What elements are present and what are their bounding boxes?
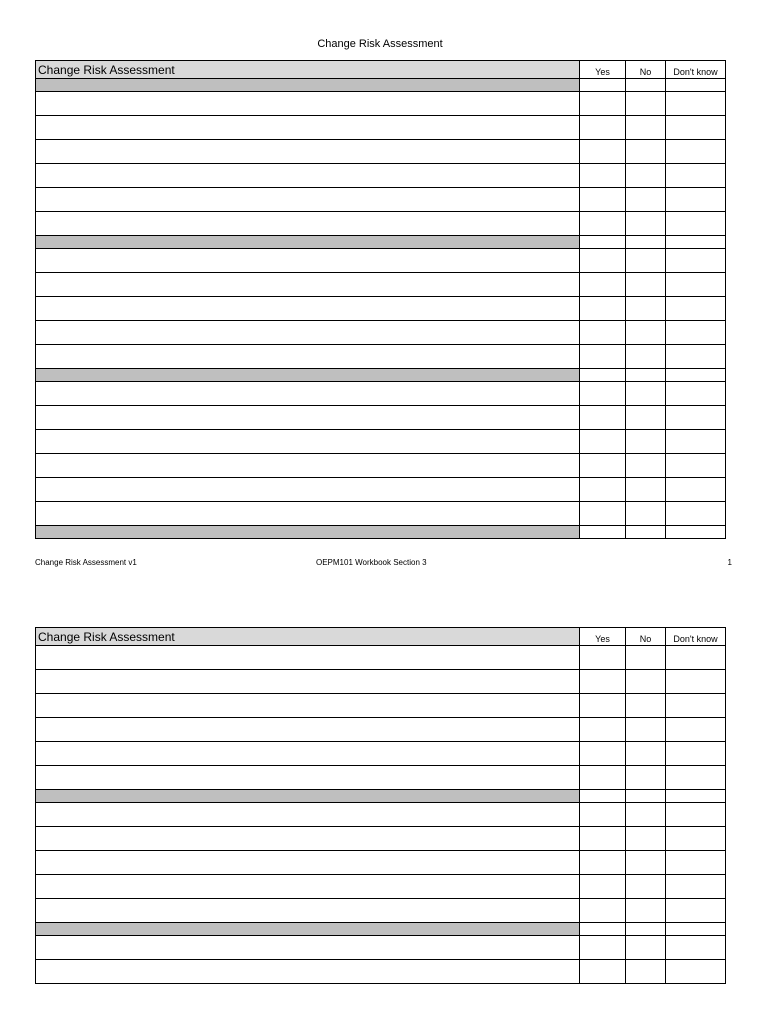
yes-cell[interactable] (580, 502, 626, 526)
no-cell[interactable] (626, 827, 666, 851)
question-row (36, 116, 726, 140)
dont-know-cell[interactable] (666, 851, 726, 875)
section-row (36, 790, 726, 803)
question-cell[interactable] (36, 430, 580, 454)
yes-cell[interactable] (580, 827, 626, 851)
question-row (36, 646, 726, 670)
dont-know-cell[interactable] (666, 899, 726, 923)
no-cell[interactable] (626, 478, 666, 502)
yes-cell[interactable] (580, 345, 626, 369)
dont-know-cell[interactable] (666, 936, 726, 960)
yes-cell[interactable] (580, 936, 626, 960)
question-cell[interactable] (36, 899, 580, 923)
no-cell[interactable] (626, 694, 666, 718)
yes-cell[interactable] (580, 742, 626, 766)
question-cell[interactable] (36, 406, 580, 430)
dont-know-cell[interactable] (666, 742, 726, 766)
question-row (36, 960, 726, 984)
yes-cell[interactable] (580, 297, 626, 321)
no-cell[interactable] (626, 273, 666, 297)
question-row (36, 478, 726, 502)
question-row (36, 899, 726, 923)
yes-cell[interactable] (580, 670, 626, 694)
no-cell[interactable] (626, 803, 666, 827)
yes-cell[interactable] (580, 92, 626, 116)
section-row (36, 526, 726, 539)
dont-know-cell[interactable] (666, 766, 726, 790)
table-header-label: Change Risk Assessment (36, 628, 580, 646)
question-cell[interactable] (36, 345, 580, 369)
question-row (36, 430, 726, 454)
no-cell[interactable] (626, 646, 666, 670)
question-row (36, 851, 726, 875)
question-row (36, 827, 726, 851)
section-row (36, 236, 726, 249)
dont-know-cell[interactable] (666, 345, 726, 369)
question-row (36, 406, 726, 430)
footer-workbook-section: OEPM101 Workbook Section 3 (316, 558, 427, 567)
dont-know-cell[interactable] (666, 827, 726, 851)
dont-know-cell[interactable] (666, 140, 726, 164)
section-row (36, 923, 726, 936)
question-cell[interactable] (36, 646, 580, 670)
question-cell[interactable] (36, 803, 580, 827)
question-cell[interactable] (36, 742, 580, 766)
no-cell[interactable] (626, 297, 666, 321)
yes-cell[interactable] (580, 718, 626, 742)
question-row (36, 273, 726, 297)
yes-cell[interactable] (580, 212, 626, 236)
no-cell[interactable] (626, 321, 666, 345)
question-row (36, 454, 726, 478)
question-row (36, 502, 726, 526)
question-row (36, 875, 726, 899)
table-header-row (36, 628, 726, 646)
question-row (36, 694, 726, 718)
no-cell[interactable] (626, 188, 666, 212)
question-row (36, 670, 726, 694)
yes-cell[interactable] (580, 478, 626, 502)
no-cell[interactable] (626, 766, 666, 790)
dont-know-cell[interactable] (666, 646, 726, 670)
footer-document-version: Change Risk Assessment v1 (35, 558, 137, 567)
dont-know-cell[interactable] (666, 297, 726, 321)
no-cell[interactable] (626, 742, 666, 766)
dont-know-cell[interactable] (666, 406, 726, 430)
yes-cell[interactable] (580, 188, 626, 212)
no-cell[interactable] (626, 670, 666, 694)
dont-know-cell[interactable] (666, 273, 726, 297)
question-cell[interactable] (36, 478, 580, 502)
yes-cell[interactable] (580, 875, 626, 899)
no-cell[interactable] (626, 454, 666, 478)
dont-know-cell[interactable] (666, 321, 726, 345)
yes-cell[interactable] (580, 164, 626, 188)
dont-know-cell[interactable] (666, 454, 726, 478)
dont-know-cell[interactable] (666, 116, 726, 140)
no-cell[interactable] (626, 502, 666, 526)
no-cell[interactable] (626, 345, 666, 369)
yes-cell[interactable] (580, 273, 626, 297)
question-row (36, 297, 726, 321)
no-cell[interactable] (626, 718, 666, 742)
no-cell[interactable] (626, 164, 666, 188)
dont-know-cell[interactable] (666, 478, 726, 502)
yes-cell[interactable] (580, 140, 626, 164)
dont-know-cell[interactable] (666, 670, 726, 694)
no-cell[interactable] (626, 430, 666, 454)
question-row (36, 345, 726, 369)
page-footer (35, 558, 732, 570)
section-row (36, 369, 726, 382)
question-row (36, 212, 726, 236)
question-cell[interactable] (36, 936, 580, 960)
footer-page-number: 1 (727, 558, 732, 567)
yes-cell[interactable] (580, 454, 626, 478)
dont-know-cell[interactable] (666, 502, 726, 526)
dont-know-cell[interactable] (666, 875, 726, 899)
assessment-table-page-1 (35, 60, 725, 539)
column-yes-header: Yes (580, 628, 626, 646)
question-row (36, 803, 726, 827)
yes-cell[interactable] (580, 406, 626, 430)
yes-cell[interactable] (580, 851, 626, 875)
yes-cell[interactable] (580, 960, 626, 984)
yes-cell[interactable] (580, 899, 626, 923)
no-cell[interactable] (626, 960, 666, 984)
dont-know-cell[interactable] (666, 212, 726, 236)
table-header-row (36, 61, 726, 79)
question-cell[interactable] (36, 670, 580, 694)
yes-cell[interactable] (580, 430, 626, 454)
question-row (36, 321, 726, 345)
question-cell[interactable] (36, 960, 580, 984)
question-row (36, 92, 726, 116)
question-cell[interactable] (36, 718, 580, 742)
dont-know-cell[interactable] (666, 803, 726, 827)
no-cell[interactable] (626, 212, 666, 236)
question-cell[interactable] (36, 321, 580, 345)
page-title: Change Risk Assessment (317, 38, 443, 50)
no-cell[interactable] (626, 249, 666, 273)
assessment-table-page-2 (35, 627, 725, 984)
question-cell[interactable] (36, 694, 580, 718)
yes-cell[interactable] (580, 694, 626, 718)
question-cell[interactable] (36, 382, 580, 406)
question-cell[interactable] (36, 164, 580, 188)
dont-know-cell[interactable] (666, 960, 726, 984)
dont-know-cell[interactable] (666, 164, 726, 188)
yes-cell[interactable] (580, 803, 626, 827)
column-yes-header: Yes (580, 61, 626, 79)
question-cell[interactable] (36, 875, 580, 899)
column-dont-know-header: Don't know (666, 61, 726, 79)
question-row (36, 766, 726, 790)
yes-cell[interactable] (580, 321, 626, 345)
yes-cell[interactable] (580, 766, 626, 790)
dont-know-cell[interactable] (666, 694, 726, 718)
dont-know-cell[interactable] (666, 382, 726, 406)
column-no-header: No (626, 628, 666, 646)
no-cell[interactable] (626, 92, 666, 116)
no-cell[interactable] (626, 936, 666, 960)
question-cell[interactable] (36, 212, 580, 236)
question-row (36, 742, 726, 766)
dont-know-cell[interactable] (666, 430, 726, 454)
question-row (36, 936, 726, 960)
no-cell[interactable] (626, 116, 666, 140)
question-cell[interactable] (36, 273, 580, 297)
no-cell[interactable] (626, 899, 666, 923)
question-row (36, 188, 726, 212)
table-header-label: Change Risk Assessment (36, 61, 580, 79)
question-cell[interactable] (36, 116, 580, 140)
dont-know-cell[interactable] (666, 718, 726, 742)
question-cell[interactable] (36, 249, 580, 273)
question-cell[interactable] (36, 454, 580, 478)
no-cell[interactable] (626, 851, 666, 875)
question-row (36, 140, 726, 164)
section-row (36, 79, 726, 92)
question-cell[interactable] (36, 140, 580, 164)
question-row (36, 164, 726, 188)
question-row (36, 249, 726, 273)
question-cell[interactable] (36, 827, 580, 851)
question-cell[interactable] (36, 188, 580, 212)
question-cell[interactable] (36, 851, 580, 875)
yes-cell[interactable] (580, 646, 626, 670)
yes-cell[interactable] (580, 249, 626, 273)
column-dont-know-header: Don't know (666, 628, 726, 646)
question-row (36, 718, 726, 742)
yes-cell[interactable] (580, 116, 626, 140)
no-cell[interactable] (626, 875, 666, 899)
no-cell[interactable] (626, 382, 666, 406)
question-cell[interactable] (36, 297, 580, 321)
no-cell[interactable] (626, 406, 666, 430)
question-row (36, 382, 726, 406)
dont-know-cell[interactable] (666, 92, 726, 116)
yes-cell[interactable] (580, 382, 626, 406)
column-no-header: No (626, 61, 666, 79)
question-cell[interactable] (36, 766, 580, 790)
dont-know-cell[interactable] (666, 249, 726, 273)
question-cell[interactable] (36, 502, 580, 526)
dont-know-cell[interactable] (666, 188, 726, 212)
no-cell[interactable] (626, 140, 666, 164)
question-cell[interactable] (36, 92, 580, 116)
